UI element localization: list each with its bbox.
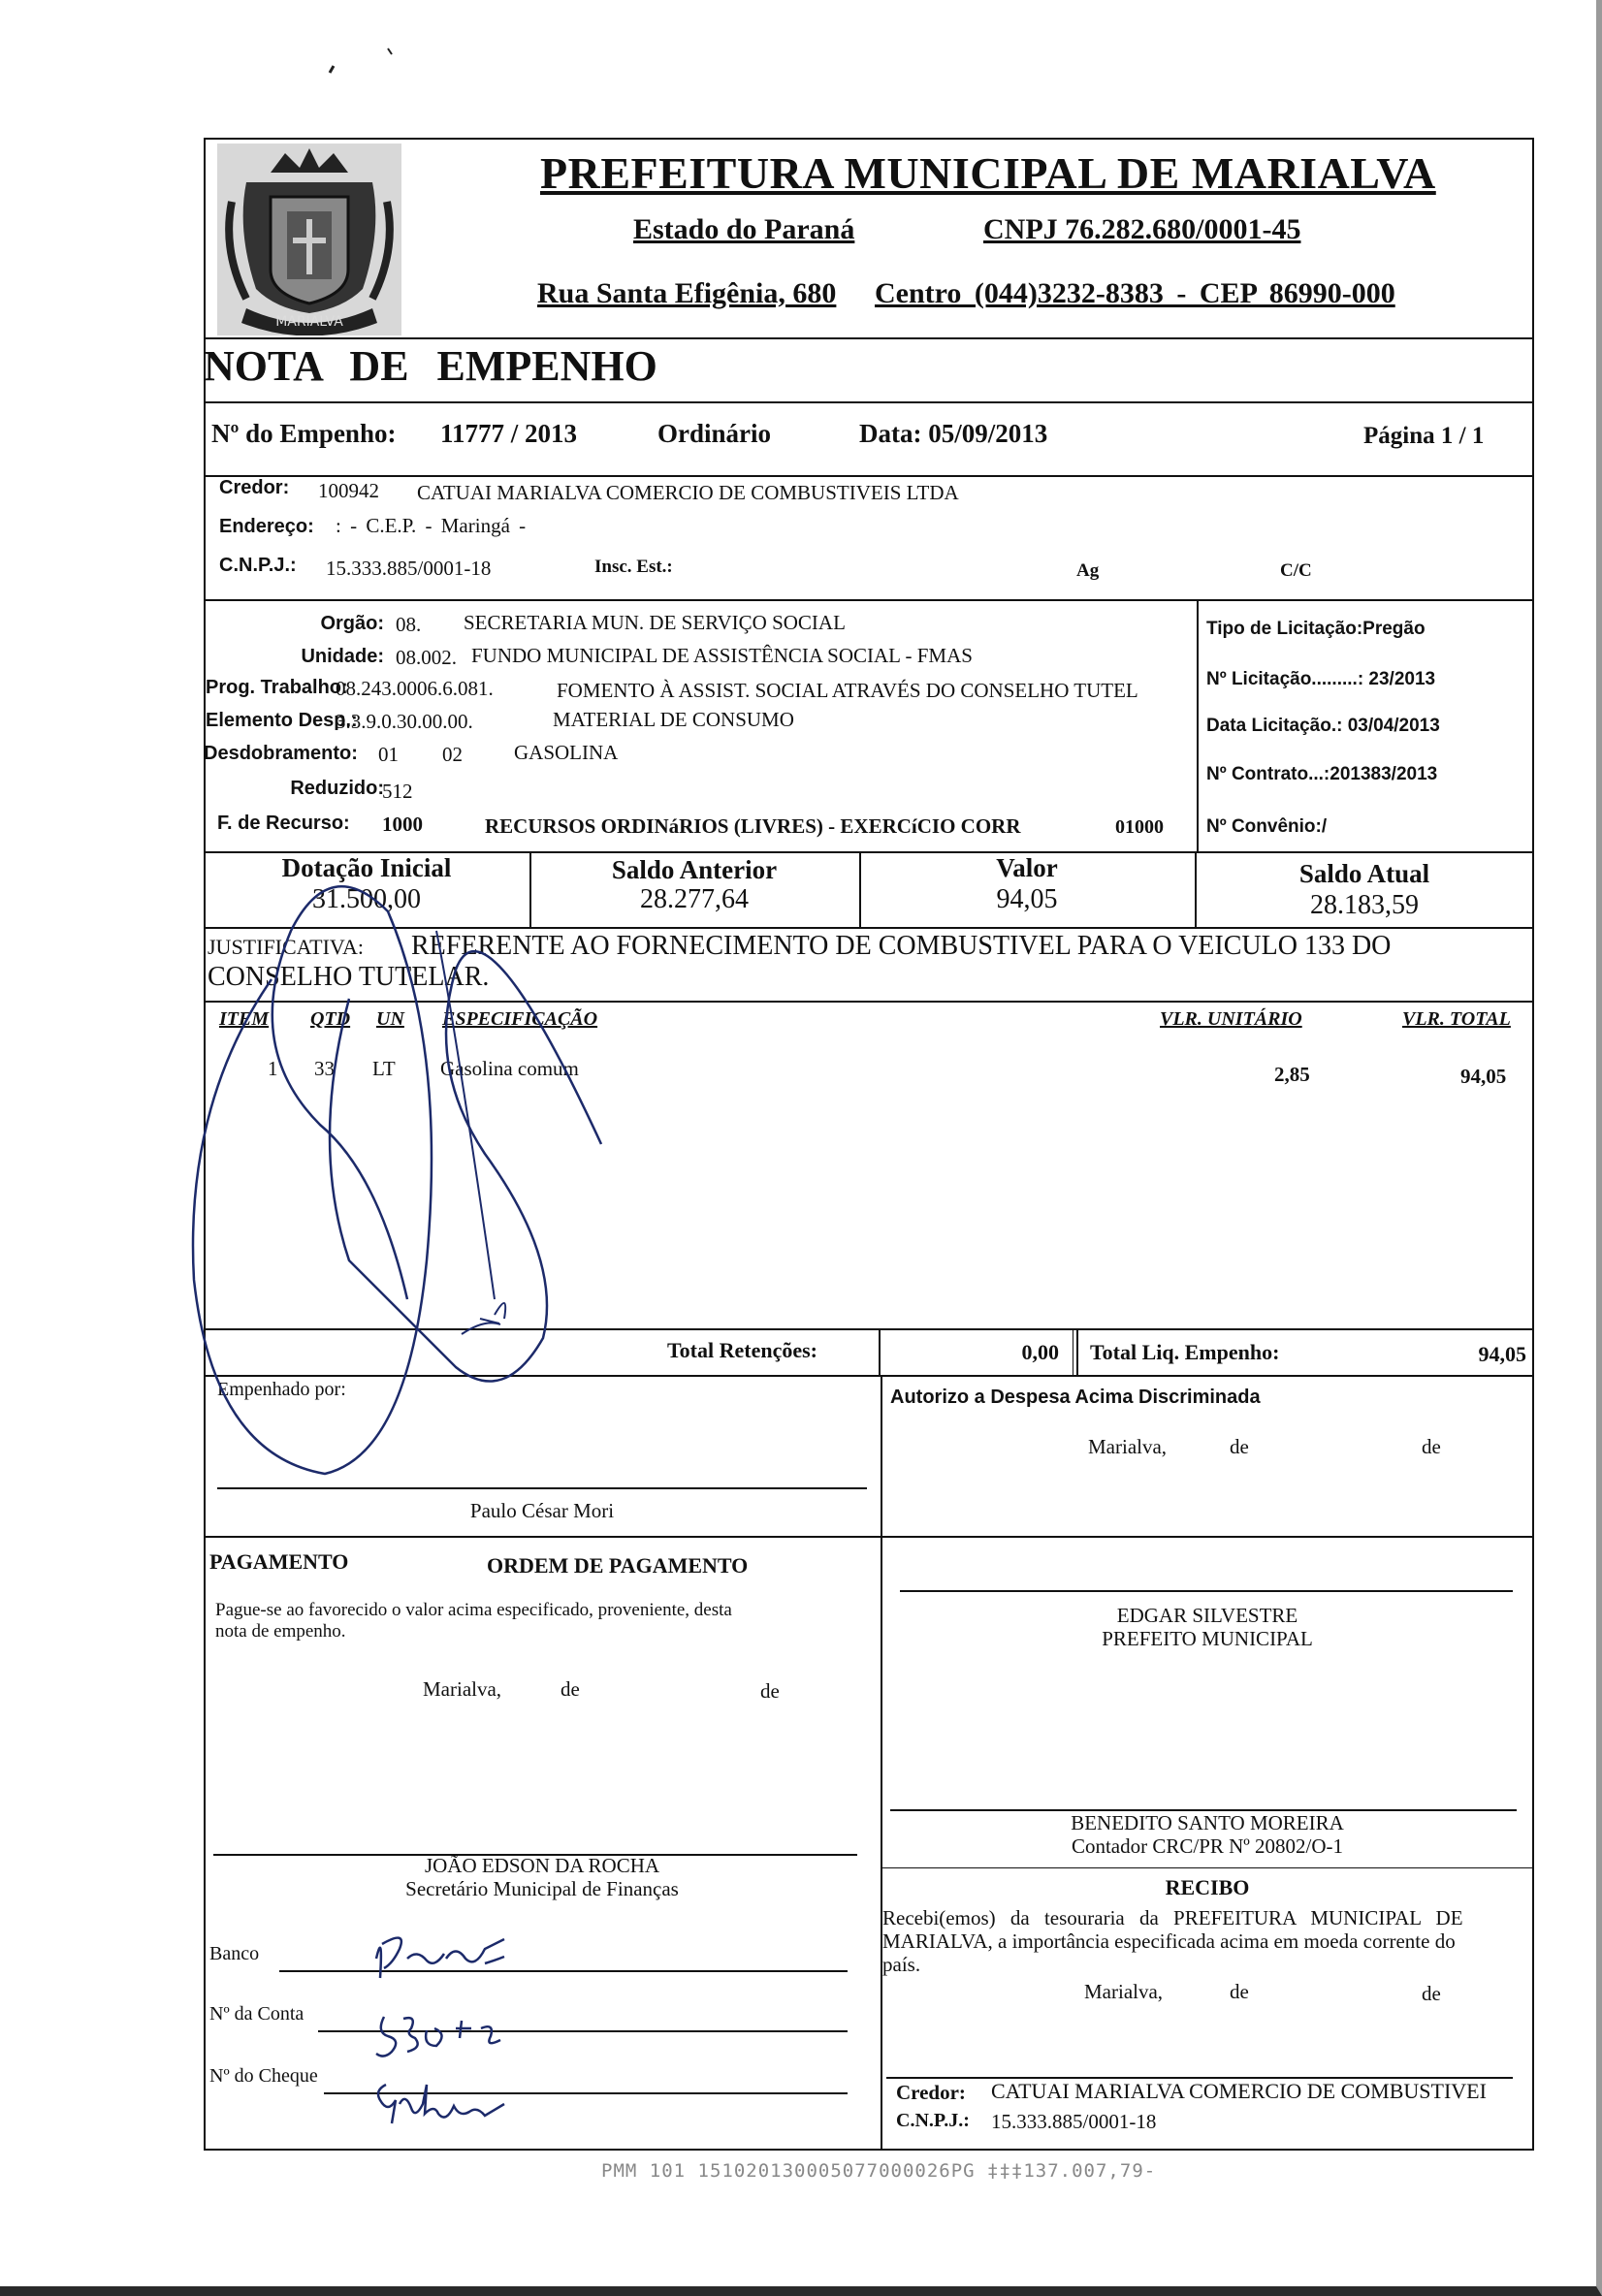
numero-contrato: Nº Contrato...:201383/2013 <box>1206 764 1438 784</box>
pagamento-de1: de <box>561 1677 580 1701</box>
fonte-recurso-number: 01000 <box>1115 816 1164 838</box>
footer-control-code: PMM 101 151020130005077000026PG ‡‡‡137.007,79- <box>601 2160 1157 2182</box>
saldo-anterior-value: 28.277,64 <box>640 884 749 914</box>
financas-signer-name: JOÃO EDSON DA ROCHA <box>424 1854 660 1877</box>
cnpj-label: C.N.P.J.: <box>219 555 297 576</box>
recibo-place: Marialva, <box>1084 1980 1164 2003</box>
fonte-recurso-name: RECURSOS ORDINáRIOS (LIVRES) - EXERCíCIO CORR <box>485 814 1021 838</box>
numero-convenio: Nº Convênio:/ <box>1206 816 1328 837</box>
endereco-value: : - C.E.P. - Maringá - <box>336 514 527 537</box>
saldo-atual-value: 28.183,59 <box>1310 890 1419 920</box>
retencoes-value: 0,00 <box>1021 1340 1059 1364</box>
municipality-title: PREFEITURA MUNICIPAL DE MARIALVA <box>540 148 1436 198</box>
credor-cnpj: 15.333.885/0001-18 <box>326 557 492 580</box>
reduzido-label: Reduzido: <box>290 778 384 799</box>
page-number: Página 1 / 1 <box>1363 423 1485 449</box>
saldo-anterior-label: Saldo Anterior <box>611 855 778 884</box>
recibo-cnpj-value: 15.333.885/0001-18 <box>991 2110 1157 2133</box>
recibo-text-1: Recebi(emos) da tesouraria da PREFEITURA MUNICIPAL DE <box>882 1906 1463 1929</box>
saldo-atual-label: Saldo Atual <box>1298 859 1430 888</box>
address: Rua Santa Efigênia, 680 <box>537 277 837 309</box>
recibo-credor-name: CATUAI MARIALVA COMERCIO DE COMBUSTIVEI <box>991 2079 1487 2103</box>
pagamento-text-2: nota de empenho. <box>215 1621 346 1642</box>
col-header-qtd: QTD <box>310 1008 351 1030</box>
prog-trabalho-name: FOMENTO À ASSIST. SOCIAL ATRAVÉS DO CONSELHO TUTEL <box>557 679 1138 702</box>
recibo-cnpj-label: C.N.P.J.: <box>896 2110 970 2131</box>
desdobramento-label: Desdobramento: <box>204 743 358 764</box>
prog-trabalho-label: Prog. Trabalho: <box>206 677 348 698</box>
elemento-label: Elemento Desp.: <box>206 710 358 731</box>
contador-name: BENEDITO SANTO MOREIRA <box>1071 1811 1344 1834</box>
recibo-de2: de <box>1422 1982 1441 2005</box>
unidade-name: FUNDO MUNICIPAL DE ASSISTÊNCIA SOCIAL - FMAS <box>471 644 973 667</box>
cc-label: C/C <box>1280 560 1312 581</box>
retencoes-label: Total Retenções: <box>667 1338 817 1362</box>
totals-row <box>204 1328 1534 1377</box>
recibo-de1: de <box>1230 1980 1249 2003</box>
financas-signer-role: Secretário Municipal de Finanças <box>405 1877 679 1900</box>
col-header-vlr-total: VLR. TOTAL <box>1402 1008 1511 1030</box>
row-item: 1 <box>268 1057 278 1080</box>
autorizo-de1: de <box>1230 1435 1249 1458</box>
dotacao-inicial-label: Dotação Inicial <box>281 853 452 882</box>
empenho-number: 11777 / 2013 <box>440 419 578 448</box>
prefeito-name: EDGAR SILVESTRE <box>1116 1604 1298 1627</box>
recibo-title: RECIBO <box>1165 1875 1250 1899</box>
contador-role: Contador CRC/PR Nº 20802/O-1 <box>1071 1834 1344 1858</box>
seal-ribbon-text: MARIALVA <box>275 314 343 330</box>
credor-label: Credor: <box>219 477 290 498</box>
row-vlr-unitario: 2,85 <box>1274 1063 1310 1086</box>
ag-label: Ag <box>1076 560 1100 581</box>
contact-info: Centro (044)3232-8383 - CEP 86990-000 <box>875 277 1395 309</box>
conta-label: Nº da Conta <box>209 2003 304 2025</box>
valor-value: 94,05 <box>996 884 1058 914</box>
orgao-name: SECRETARIA MUN. DE SERVIÇO SOCIAL <box>464 611 846 634</box>
row-un: LT <box>372 1057 396 1080</box>
prefeito-role: PREFEITO MUNICIPAL <box>1102 1627 1313 1650</box>
nota-de-empenho-document <box>204 138 1534 2151</box>
recibo-text-2: MARIALVA, a importância especificada acima em moeda corrente do <box>882 1929 1456 1953</box>
justificativa-label: JUSTIFICATIVA: <box>208 935 364 959</box>
autorizo-de2: de <box>1422 1435 1441 1458</box>
col-header-un: UN <box>376 1008 404 1030</box>
row-especificacao: Gasolina comum <box>440 1057 579 1080</box>
doc-title: NOTA DE EMPENHO <box>204 342 657 390</box>
col-header-vlr-unitario: VLR. UNITÁRIO <box>1160 1008 1302 1030</box>
credor-code: 100942 <box>318 479 379 502</box>
numero-licitacao: Nº Licitação.........: 23/2013 <box>1206 669 1436 689</box>
empenho-date: Data: 05/09/2013 <box>859 419 1048 448</box>
credor-name: CATUAI MARIALVA COMERCIO DE COMBUSTIVEIS LTDA <box>417 481 959 504</box>
valor-label: Valor <box>996 853 1058 882</box>
desdobramento-a: 01 <box>378 743 399 766</box>
total-liquido-value: 94,05 <box>1478 1342 1526 1366</box>
cheque-label: Nº do Cheque <box>209 2065 318 2087</box>
state-name: Estado do Paraná <box>633 213 855 245</box>
autorizo-place: Marialva, <box>1088 1435 1168 1458</box>
tipo-licitacao: Tipo de Licitação:Pregão <box>1206 619 1426 639</box>
items-box <box>204 1001 1534 1330</box>
desdobramento-name: GASOLINA <box>514 741 619 764</box>
orgao-code: 08. <box>396 613 422 636</box>
recibo-credor-label: Credor: <box>896 2081 966 2104</box>
elemento-code: 3.3.9.0.30.00.00. <box>336 710 473 733</box>
recibo-text-3: país. <box>882 1953 921 1976</box>
row-vlr-total: 94,05 <box>1460 1065 1507 1088</box>
autorizo-label: Autorizo a Despesa Acima Discriminada <box>890 1387 1261 1408</box>
empenho-number-label: Nº do Empenho: <box>211 419 397 448</box>
pagamento-label: PAGAMENTO <box>209 1549 349 1574</box>
elemento-name: MATERIAL DE CONSUMO <box>553 708 794 731</box>
dotacao-inicial-value: 31.500,00 <box>312 884 421 914</box>
empenhado-por-name: Paulo César Mori <box>469 1499 615 1522</box>
fonte-recurso-code: 1000 <box>382 813 423 836</box>
ordem-pagamento-label: ORDEM DE PAGAMENTO <box>487 1553 749 1578</box>
desdobramento-b: 02 <box>442 743 463 766</box>
total-liquido-label: Total Liq. Empenho: <box>1090 1340 1280 1364</box>
col-header-item: ITEM <box>219 1008 270 1030</box>
col-header-especificacao: ESPECIFICAÇÃO <box>442 1008 598 1030</box>
empenhado-por-label: Empenhado por: <box>217 1379 346 1400</box>
justificativa-line2: CONSELHO TUTELAR. <box>208 962 490 992</box>
data-licitacao: Data Licitação.: 03/04/2013 <box>1206 716 1440 736</box>
justificativa-line1: REFERENTE AO FORNECIMENTO DE COMBUSTIVEL PARA O VEICULO 133 DO <box>411 931 1392 961</box>
endereco-label: Endereço: <box>219 516 314 537</box>
cnpj-header: CNPJ 76.282.680/0001-45 <box>983 213 1301 245</box>
orgao-label: Orgão: <box>320 613 384 634</box>
unidade-label: Unidade: <box>301 646 384 667</box>
coat-of-arms-seal <box>217 144 401 335</box>
row-qtd: 33 <box>314 1057 335 1080</box>
empenho-type: Ordinário <box>657 419 772 448</box>
insc-est-label: Insc. Est.: <box>594 557 673 577</box>
stray-mark <box>320 39 407 87</box>
fonte-recurso-label: F. de Recurso: <box>217 813 350 834</box>
pagamento-de2: de <box>760 1679 780 1703</box>
pagamento-text-1: Pague-se ao favorecido o valor acima especificado, proveniente, desta <box>215 1600 732 1620</box>
banco-label: Banco <box>209 1943 260 1964</box>
unidade-code: 08.002. <box>396 646 457 669</box>
prog-trabalho-code: 08.243.0006.6.081. <box>336 677 494 700</box>
pagamento-place: Marialva, <box>423 1677 502 1701</box>
reduzido-value: 512 <box>382 780 413 803</box>
